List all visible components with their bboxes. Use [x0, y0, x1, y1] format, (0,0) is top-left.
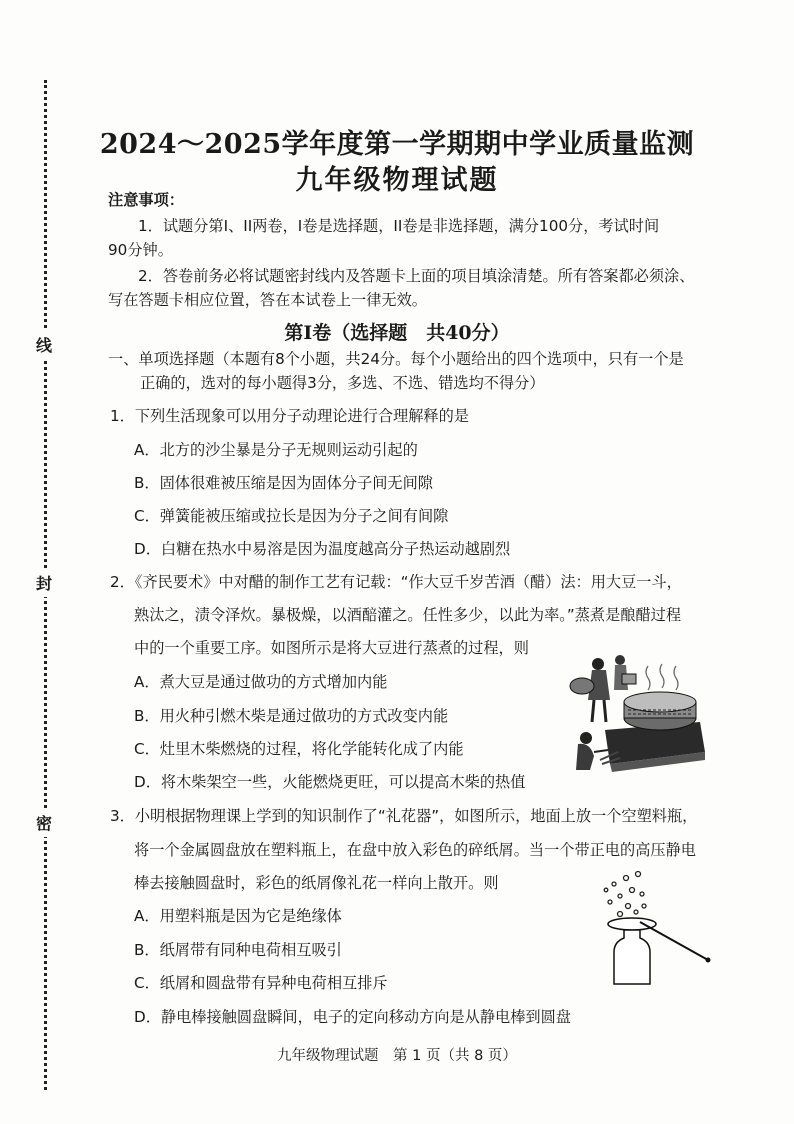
- section-title: 第I卷（选择题 共40分）: [284, 322, 510, 344]
- notice-item-2-cont: 写在答题卡相应位置，答在本试卷上一律无效。: [108, 291, 427, 309]
- q3-option-b: B．纸屑带有同种电荷相互吸引: [134, 941, 342, 959]
- q1-stem: 1．下列生活现象可以用分子动理论进行合理解释的是: [110, 407, 469, 425]
- exam-subtitle: 九年级物理试题: [295, 165, 499, 196]
- q1-option-a: A．北方的沙尘暴是分子无规则运动引起的: [134, 441, 418, 459]
- q2-option-a: A．煮大豆是通过做功的方式增加内能: [134, 673, 388, 691]
- binding-char-xian: 线: [33, 330, 55, 359]
- exam-title: 2024～2025学年度第一学期期中学业质量监测: [99, 129, 695, 160]
- part-heading-cont: 正确的，选对的每小题得3分，多选、不选、错选均不得分）: [140, 374, 545, 392]
- q2-stem-cont-1: 熟汰之，渍令泽炊。暴极燥，以酒醅灌之。任性多少，以此为率。”蒸煮是酿醋过程: [134, 606, 682, 624]
- binding-char-mi: 密: [33, 808, 55, 837]
- q3-stem: 3．小明根据物理课上学到的知识制作了“礼花器”，如图所示，地面上放一个空塑料瓶，: [110, 807, 698, 825]
- q2-stem-cont-2: 中的一个重要工序。如图所示是将大豆进行蒸煮的过程，则: [134, 639, 529, 657]
- q2-stem: 2．《齐民要术》中对醋的制作工艺有记载：“作大豆千岁苦酒（醋）法：用大豆一斗，: [110, 573, 682, 591]
- binding-char-feng: 封: [33, 568, 55, 597]
- q3-option-c: C．纸屑和圆盘带有异种电荷相互排斥: [134, 974, 388, 992]
- confetti-device-illustration: [596, 868, 716, 988]
- q1-option-c: C．弹簧能被压缩或拉长是因为分子之间有间隙: [134, 507, 449, 525]
- part-heading: 一、单项选择题（本题有8个小题，共24分。每个小题给出的四个选项中，只有一个是: [108, 350, 684, 368]
- q2-option-b: B．用火种引燃木柴是通过做功的方式改变内能: [134, 707, 449, 725]
- q2-option-c: C．灶里木柴燃烧的过程，将化学能转化成了内能: [134, 740, 464, 758]
- notice-item-1: 1．试题分第I、II两卷，I卷是选择题，II卷是非选择题，满分100分，考试时间: [138, 217, 660, 235]
- notice-item-2: 2．答卷前务必将试题密封线内及答题卡上面的项目填涂清楚。所有答案都必须涂、: [138, 267, 695, 285]
- notice-item-1-cont: 90分钟。: [108, 241, 173, 259]
- soybean-steaming-illustration: [560, 652, 710, 780]
- q1-option-d: D．白糖在热水中易溶是因为温度越高分子热运动越剧烈: [134, 540, 511, 558]
- q3-option-a: A．用塑料瓶是因为它是绝缘体: [134, 907, 342, 925]
- page-footer: 九年级物理试题 第 1 页（共 8 页）: [277, 1048, 517, 1064]
- q3-stem-cont-2: 棒去接触圆盘时，彩色的纸屑像礼花一样向上散开。则: [134, 874, 499, 892]
- q3-option-d: D．静电棒接触圆盘瞬间，电子的定向移动方向是从静电棒到圆盘: [134, 1008, 571, 1026]
- q2-option-d: D．将木柴架空一些，火能燃烧更旺，可以提高木柴的热值: [134, 773, 526, 791]
- notice-heading: 注意事项：: [108, 191, 184, 209]
- q3-stem-cont-1: 将一个金属圆盘放在塑料瓶上，在盘中放入彩色的碎纸屑。当一个带正电的高压静电: [134, 841, 696, 859]
- q1-option-b: B．固体很难被压缩是因为固体分子间无间隙: [134, 474, 433, 492]
